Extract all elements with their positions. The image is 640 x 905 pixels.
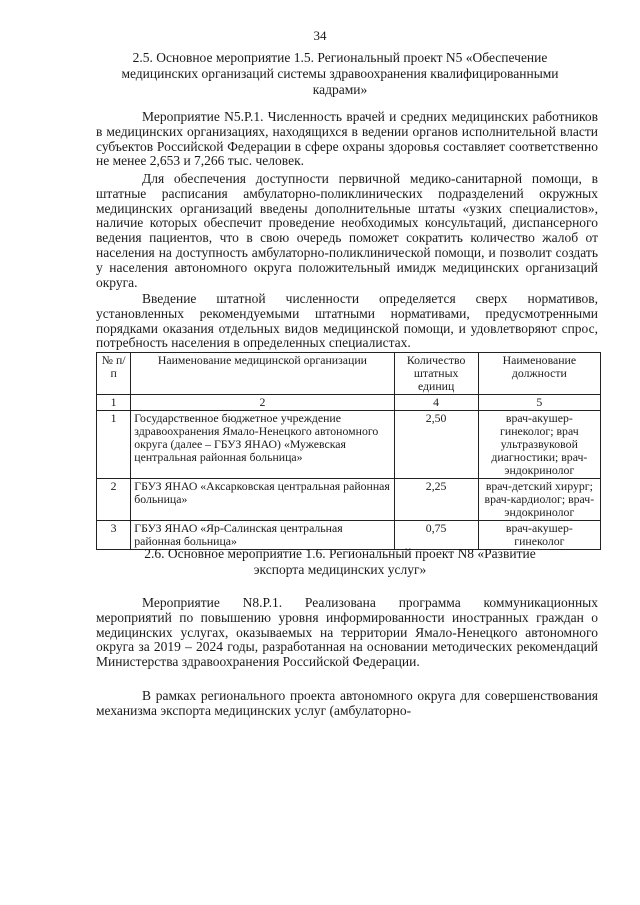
paragraph-text: В рамках регионального проекта автономного округа для совершенствования механизма экспорта медицинских услуг (амбулаторно- xyxy=(96,688,598,718)
column-number: 5 xyxy=(478,395,600,411)
paragraph-2 xyxy=(96,172,598,290)
header-cell: Наименование должности xyxy=(478,353,600,395)
row-number: 1 xyxy=(97,411,131,479)
page-number: 34 xyxy=(313,28,327,43)
heading-line: кадрами» xyxy=(312,82,368,97)
position-name: врач-акушер-гинеколог xyxy=(478,521,600,550)
paragraph-4 xyxy=(96,596,598,670)
row-number: 2 xyxy=(97,479,131,521)
header-cell: Количество штатных единиц xyxy=(394,353,478,395)
staff-table xyxy=(96,352,601,550)
position-name: врач-акушер-гинеколог; врач ультразвуковой диагностики; врач-эндокринолог xyxy=(478,411,600,479)
paragraph-5 xyxy=(96,689,598,719)
table-column-numbers-row xyxy=(97,395,601,411)
column-number: 4 xyxy=(394,395,478,411)
heading-line: медицинских организаций системы здравоохранения квалифицированными xyxy=(121,66,559,81)
table-row xyxy=(97,411,601,479)
paragraph-text: Введение штатной численности определяется сверх нормативов, установленных рекомендуемыми штатными нормативами, предусмотренными порядками оказания отдельных видов медицинской помощи, и удовлетворяют спрос, потребность населения в определенных специалистах. xyxy=(96,291,598,351)
heading-line: 2.6. Основное мероприятие 1.6. Региональный проект N8 «Развитие xyxy=(144,546,536,561)
header-cell: № п/п xyxy=(97,353,131,395)
paragraph-text: Для обеспечения доступности первичной медико-санитарной помощи, в штатные расписания амбулаторно-поликлинических подразделений окружных медицинских организаций введены дополнительные штаты «узких специалистов», наличие которых обеспечит проведение необходимых консультаций, диспансерного ведения пациентов, что в свою очередь поможет сократить количество жалоб от населения на доступность амбулаторно-поликлинической помощи, и позволит создать у населения автономного округа положительный имидж медицинских организаций округа. xyxy=(96,171,598,290)
org-name: ГБУЗ ЯНАО «Яр-Салинская центральная районная больница» xyxy=(131,521,394,550)
column-number: 1 xyxy=(97,395,131,411)
heading-line: 2.5. Основное мероприятие 1.5. Региональный проект N5 «Обеспечение xyxy=(132,50,548,65)
paragraph-3 xyxy=(96,292,598,351)
staff-count: 0,75 xyxy=(394,521,478,550)
org-name: Государственное бюджетное учреждение здравоохранения Ямало-Ненецкого автономного округа (далее – ГБУЗ ЯНАО) «Мужевская центральная районная больница» xyxy=(131,411,394,479)
staff-count: 2,50 xyxy=(394,411,478,479)
section-2-5-heading xyxy=(80,50,600,98)
paragraph-text: Мероприятие N8.P.1. Реализована программа коммуникационных мероприятий по повышению уровня информированности иностранных граждан о медицинских услугах, оказываемых на территории Ямало-Ненецкого автономного округа за 2019 – 2024 годы, разработанная на основании методических рекомендаций Министерства здравоохранения Российской Федерации. xyxy=(96,595,598,670)
staff-count: 2,25 xyxy=(394,479,478,521)
section-2-6-heading xyxy=(100,546,580,578)
paragraph-1 xyxy=(96,110,598,169)
paragraph-text: Мероприятие N5.P.1. Численность врачей и средних медицинских работников в медицинских организациях, находящихся в ведении органов исполнительной власти субъектов Российской Федерации в сфере охраны здоровья составляет соответственно не менее 2,653 и 7,266 тыс. человек. xyxy=(96,109,598,169)
column-number: 2 xyxy=(131,395,394,411)
header-cell: Наименование медицинской организации xyxy=(131,353,394,395)
table-row xyxy=(97,479,601,521)
table-header-row xyxy=(97,353,601,395)
position-name: врач-детский хирург; врач-кардиолог; врач-эндокринолог xyxy=(478,479,600,521)
heading-line: экспорта медицинских услуг» xyxy=(253,562,427,577)
org-name: ГБУЗ ЯНАО «Аксарковская центральная районная больница» xyxy=(131,479,394,521)
row-number: 3 xyxy=(97,521,131,550)
